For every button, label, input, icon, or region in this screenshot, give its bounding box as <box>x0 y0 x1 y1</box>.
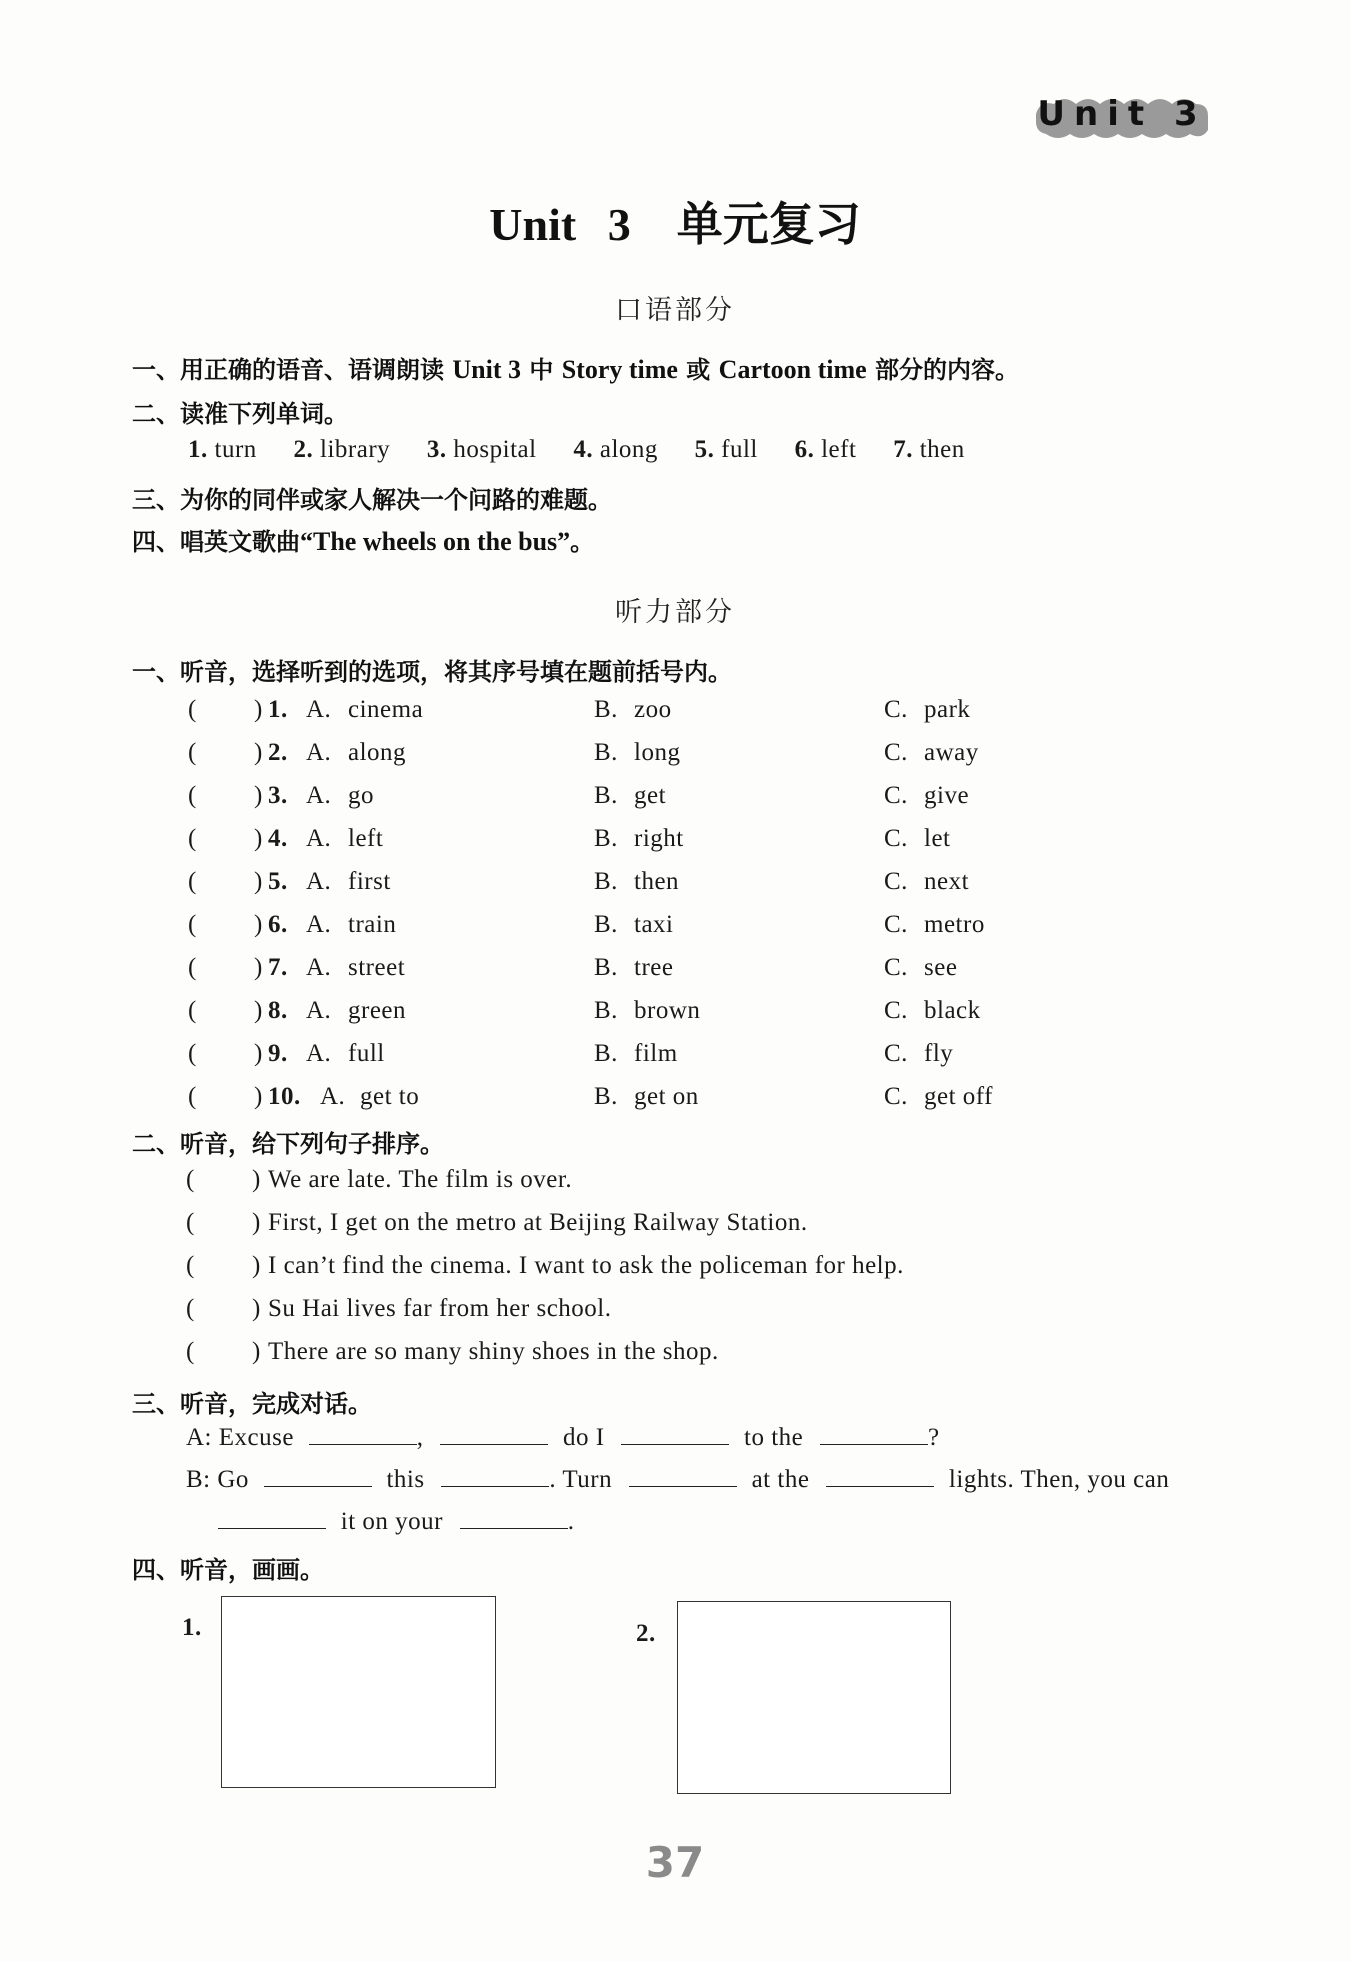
choice-paren-close: ) <box>254 825 263 852</box>
dialog-a-question-mark: ? <box>928 1424 940 1451</box>
choice-number: 10. <box>268 1083 301 1110</box>
dialog-b-it: it on your <box>340 1508 443 1535</box>
option-b: taxi <box>634 911 674 938</box>
word-list <box>188 436 965 464</box>
answer-slot[interactable] <box>202 741 252 771</box>
choice-paren-close: ) <box>254 782 263 809</box>
answer-slot[interactable] <box>202 999 252 1029</box>
option-c-label: C. <box>884 911 908 938</box>
choice-number: 5. <box>268 868 288 895</box>
answer-blank[interactable] <box>309 1443 417 1445</box>
choice-paren-open: ( <box>188 868 197 895</box>
option-c-label: C. <box>884 782 908 809</box>
order-slot[interactable] <box>200 1340 250 1370</box>
option-c: black <box>924 997 981 1024</box>
option-b: get on <box>634 1083 699 1110</box>
choice-paren-open: ( <box>188 782 197 809</box>
oral-section-heading: 口语部分 <box>615 295 735 326</box>
answer-slot[interactable] <box>202 784 252 814</box>
option-a: left <box>348 825 384 852</box>
dialog-a-to: to the <box>744 1424 804 1451</box>
sentence-paren-close: ) <box>252 1209 261 1236</box>
choice-number: 1. <box>268 696 288 723</box>
choice-paren-close: ) <box>254 696 263 723</box>
option-a-label: A. <box>306 997 332 1024</box>
unit-tab-label: Unit 3 <box>1037 94 1207 134</box>
option-b: film <box>634 1040 678 1067</box>
choice-paren-close: ) <box>254 954 263 981</box>
answer-slot[interactable] <box>202 827 252 857</box>
option-a: green <box>348 997 407 1024</box>
choice-paren-open: ( <box>188 954 197 981</box>
word-item: then <box>919 436 965 463</box>
order-slot[interactable] <box>200 1297 250 1327</box>
order-slot[interactable] <box>200 1254 250 1284</box>
listening-question-2: 二、听音，给下列句子排序。 <box>132 1130 444 1158</box>
option-a: get to <box>360 1083 420 1110</box>
choice-number: 9. <box>268 1040 288 1067</box>
option-a: full <box>348 1040 385 1067</box>
answer-blank[interactable] <box>460 1527 568 1529</box>
option-a-label: A. <box>306 1040 332 1067</box>
option-b-label: B. <box>594 868 618 895</box>
choice-paren-close: ) <box>254 739 263 766</box>
drawing-box-1[interactable] <box>221 1596 496 1788</box>
option-a-label: A. <box>306 739 332 766</box>
option-a-label: A. <box>306 954 332 981</box>
oral-q1-cartoon-time: Cartoon time <box>718 355 867 384</box>
option-b: brown <box>634 997 701 1024</box>
option-c: away <box>924 739 979 766</box>
word-number: 6. <box>794 436 815 463</box>
word-number: 3. <box>426 436 447 463</box>
option-b-label: B. <box>594 1083 618 1110</box>
oral-q1-mid1: 中 <box>520 356 562 384</box>
dialog-line-b-continued <box>218 1508 574 1536</box>
answer-slot[interactable] <box>202 956 252 986</box>
option-a-label: A. <box>306 782 332 809</box>
drawing-box-2[interactable] <box>677 1601 951 1794</box>
option-c-label: C. <box>884 1040 908 1067</box>
choice-paren-open: ( <box>188 1040 197 1067</box>
choice-number: 6. <box>268 911 288 938</box>
option-a: go <box>348 782 374 809</box>
option-c-label: C. <box>884 868 908 895</box>
option-c: park <box>924 696 971 723</box>
oral-q1-unit: Unit 3 <box>452 355 521 384</box>
option-a: cinema <box>348 696 424 723</box>
answer-blank[interactable] <box>826 1485 934 1487</box>
word-item: library <box>320 436 391 463</box>
answer-slot[interactable] <box>202 870 252 900</box>
sentence-paren-close: ) <box>252 1166 261 1193</box>
option-b-label: B. <box>594 739 618 766</box>
option-b-label: B. <box>594 696 618 723</box>
unit-tab <box>1036 92 1208 142</box>
word-item: left <box>821 436 857 463</box>
choice-paren-open: ( <box>188 696 197 723</box>
option-c: metro <box>924 911 985 938</box>
option-a: along <box>348 739 407 766</box>
choice-paren-open: ( <box>188 997 197 1024</box>
word-number: 5. <box>694 436 715 463</box>
choice-number: 7. <box>268 954 288 981</box>
listening-question-1: 一、听音，选择听到的选项，将其序号填在题前括号内。 <box>132 658 732 686</box>
option-b: then <box>634 868 680 895</box>
dialog-line-b <box>186 1466 1169 1494</box>
option-c-label: C. <box>884 954 908 981</box>
answer-slot[interactable] <box>202 913 252 943</box>
sentence-text: Su Hai lives far from her school. <box>268 1295 612 1322</box>
choice-paren-open: ( <box>188 825 197 852</box>
oral-question-4 <box>132 522 594 557</box>
oral-q1-prefix: 一、用正确的语音、语调朗读 <box>132 356 453 384</box>
option-c: get off <box>924 1083 993 1110</box>
option-c-label: C. <box>884 739 908 766</box>
order-slot[interactable] <box>200 1211 250 1241</box>
option-b: get <box>634 782 667 809</box>
option-c: fly <box>924 1040 954 1067</box>
answer-blank[interactable] <box>440 1443 548 1445</box>
dialog-a-label: A: Excuse <box>186 1424 294 1451</box>
option-c-label: C. <box>884 696 908 723</box>
word-item: full <box>721 436 758 463</box>
order-slot[interactable] <box>200 1168 250 1198</box>
option-c: let <box>924 825 951 852</box>
choice-number: 8. <box>268 997 288 1024</box>
sentence-paren-open: ( <box>186 1338 195 1365</box>
option-c-label: C. <box>884 825 908 852</box>
answer-blank[interactable] <box>218 1527 326 1529</box>
option-a-label: A. <box>306 696 332 723</box>
sentence-text: I can’t find the cinema. I want to ask the policeman for help. <box>268 1252 904 1279</box>
option-c: next <box>924 868 970 895</box>
option-c: see <box>924 954 958 981</box>
dialog-b-label: B: Go <box>186 1466 249 1493</box>
dialog-a-comma: , <box>416 1424 424 1451</box>
oral-q1-story-time: Story time <box>561 355 678 384</box>
sentence-text: First, I get on the metro at Beijing Railway Station. <box>268 1209 808 1236</box>
dialog-b-end: . <box>567 1508 575 1535</box>
word-number: 7. <box>893 436 913 463</box>
word-number: 4. <box>573 436 594 463</box>
option-b-label: B. <box>594 911 618 938</box>
option-b: tree <box>634 954 674 981</box>
word-item: hospital <box>453 436 537 463</box>
listening-question-3: 三、听音，完成对话。 <box>132 1390 372 1418</box>
listening-question-4: 四、听音，画画。 <box>132 1556 324 1584</box>
choice-paren-close: ) <box>254 911 263 938</box>
answer-blank[interactable] <box>629 1485 737 1487</box>
oral-q1-suffix: 部分的内容。 <box>866 356 1020 384</box>
choice-paren-close: ) <box>254 997 263 1024</box>
answer-blank[interactable] <box>820 1443 928 1445</box>
option-c-label: C. <box>884 997 908 1024</box>
option-b: zoo <box>634 696 672 723</box>
choice-paren-close: ) <box>254 1040 263 1067</box>
option-b-label: B. <box>594 1040 618 1067</box>
choice-paren-open: ( <box>188 1083 197 1110</box>
option-a-label: A. <box>306 825 332 852</box>
answer-blank[interactable] <box>441 1485 549 1487</box>
word-number: 2. <box>293 436 314 463</box>
oral-q4-suffix: 。 <box>570 528 595 556</box>
option-b-label: B. <box>594 997 618 1024</box>
answer-slot[interactable] <box>202 1085 252 1115</box>
dialog-a-do: do I <box>562 1424 605 1451</box>
sentence-paren-open: ( <box>186 1166 195 1193</box>
sentence-text: We are late. The film is over. <box>268 1166 573 1193</box>
option-c-label: C. <box>884 1083 908 1110</box>
oral-q1-mid2: 或 <box>677 356 719 384</box>
option-b: right <box>634 825 684 852</box>
choice-paren-close: ) <box>254 868 263 895</box>
dialog-b-this: this <box>386 1466 425 1493</box>
option-b-label: B. <box>594 954 618 981</box>
answer-slot[interactable] <box>202 1042 252 1072</box>
option-a-label: A. <box>306 868 332 895</box>
draw-number-1: 1. <box>182 1614 202 1641</box>
option-a: first <box>348 868 391 895</box>
option-a: train <box>348 911 397 938</box>
option-c: give <box>924 782 970 809</box>
choice-number: 4. <box>268 825 288 852</box>
option-a: street <box>348 954 406 981</box>
word-number: 1. <box>188 436 208 463</box>
oral-question-2: 二、读准下列单词。 <box>132 400 348 428</box>
dialog-b-turn: . Turn <box>549 1466 613 1493</box>
oral-q4-prefix: 四、唱英文歌曲 <box>132 528 300 556</box>
dialog-b-lights: lights. Then, you can <box>948 1466 1170 1493</box>
page-title: Unit 3 单元复习 <box>489 199 861 250</box>
sentence-text: There are so many shiny shoes in the shop. <box>268 1338 719 1365</box>
oral-question-3: 三、为你的同伴或家人解决一个问路的难题。 <box>132 486 612 514</box>
option-a-label: A. <box>306 911 332 938</box>
sentence-paren-open: ( <box>186 1209 195 1236</box>
sentence-paren-close: ) <box>252 1338 261 1365</box>
answer-blank[interactable] <box>621 1443 729 1445</box>
choice-paren-close: ) <box>254 1083 263 1110</box>
option-b: long <box>634 739 681 766</box>
choice-number: 2. <box>268 739 288 766</box>
listening-section-heading: 听力部分 <box>615 597 735 628</box>
sentence-paren-open: ( <box>186 1252 195 1279</box>
answer-slot[interactable] <box>202 698 252 728</box>
oral-question-1 <box>132 350 1019 385</box>
sentence-paren-close: ) <box>252 1295 261 1322</box>
oral-q4-song: “The wheels on the bus” <box>300 527 571 556</box>
sentence-paren-close: ) <box>252 1252 261 1279</box>
answer-blank[interactable] <box>264 1485 372 1487</box>
option-b-label: B. <box>594 825 618 852</box>
choice-paren-open: ( <box>188 911 197 938</box>
dialog-line-a <box>186 1424 940 1452</box>
sentence-paren-open: ( <box>186 1295 195 1322</box>
page-number: 37 <box>645 1838 705 1887</box>
choice-number: 3. <box>268 782 288 809</box>
word-item: turn <box>214 436 257 463</box>
dialog-b-at: at the <box>751 1466 810 1493</box>
choice-paren-open: ( <box>188 739 197 766</box>
option-a-label: A. <box>320 1083 346 1110</box>
option-b-label: B. <box>594 782 618 809</box>
draw-number-2: 2. <box>636 1620 656 1647</box>
word-item: along <box>599 436 658 463</box>
